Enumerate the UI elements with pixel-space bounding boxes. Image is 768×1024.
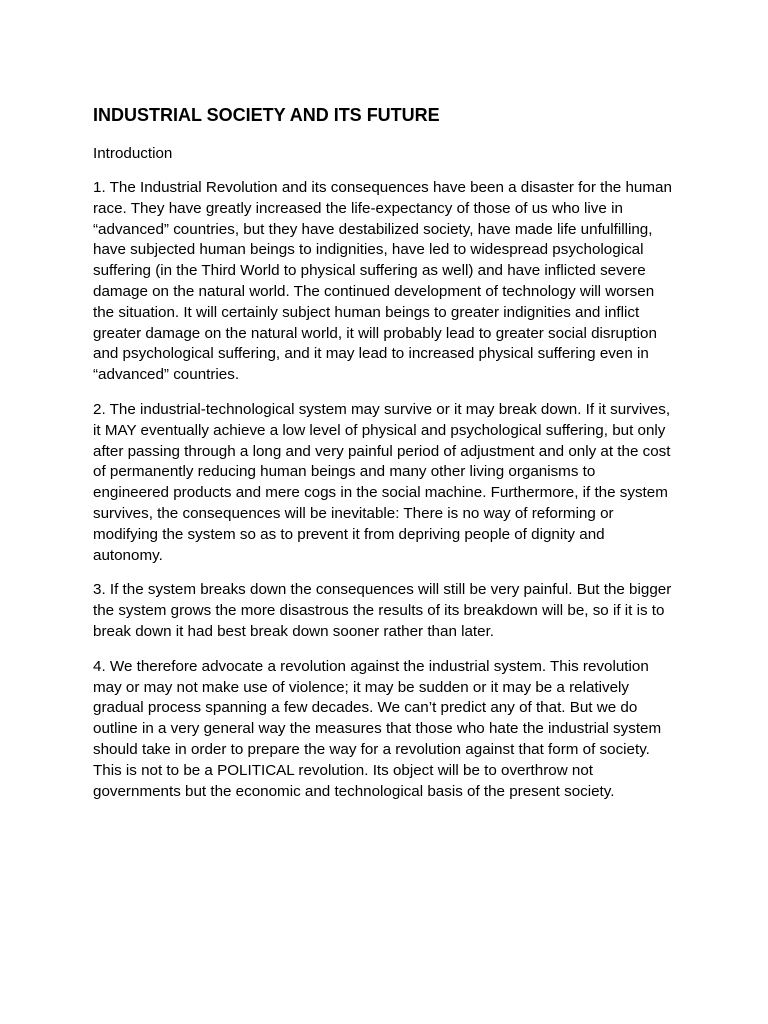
document-title: INDUSTRIAL SOCIETY AND ITS FUTURE <box>93 105 440 125</box>
paragraph-1: 1. The Industrial Revolution and its consequences have been a disaster for the human race. They have greatly increased the life-expectancy of those of us who live in “advanced” countries, but they have destabilized society, have made life unfulfilling, have subjected human beings to indignities, have led to widespread psychological suffering (in the Third World to physical suffering as well) and have inflicted severe damage on the natural world. The continued development of technology will worsen the situation. It will certainly subject human beings to greater indignities and inflict greater damage on the natural world, it will probably lead to greater social disruption and psychological suffering, and it may lead to increased physical suffering even in “advanced” countries. <box>93 179 672 384</box>
paragraph-3: 3. If the system breaks down the consequences will still be very painful. But the bigger the system grows the more disastrous the results of its breakdown will be, so if it is to break down it had best break down sooner rather than later. <box>93 581 672 640</box>
section-heading: Introduction <box>93 145 173 162</box>
paragraph-4: 4. We therefore advocate a revolution against the industrial system. This revolution may or may not make use of violence; it may be sudden or it may be a relatively gradual process spanning a few decades. We can’t predict any of that. But we do outline in a very general way the measures that those who hate the industrial system should take in order to prepare the way for a revolution against that form of society. This is not to be a POLITICAL revolution. Its object will be to overthrow not governments but the economic and technological basis of the present society. <box>93 657 662 800</box>
document-body <box>93 103 675 816</box>
paragraph-2: 2. The industrial-technological system may survive or it may break down. If it survives, it MAY eventually achieve a low level of physical and psychological suffering, but only after passing through a long and very painful period of adjustment and only at the cost of permanently reducing human beings and many other living organisms to engineered products and mere cogs in the social machine. Furthermore, if the system survives, the consequences will be inevitable: There is no way of reforming or modifying the system so as to prevent it from depriving people of dignity and autonomy. <box>93 400 671 564</box>
